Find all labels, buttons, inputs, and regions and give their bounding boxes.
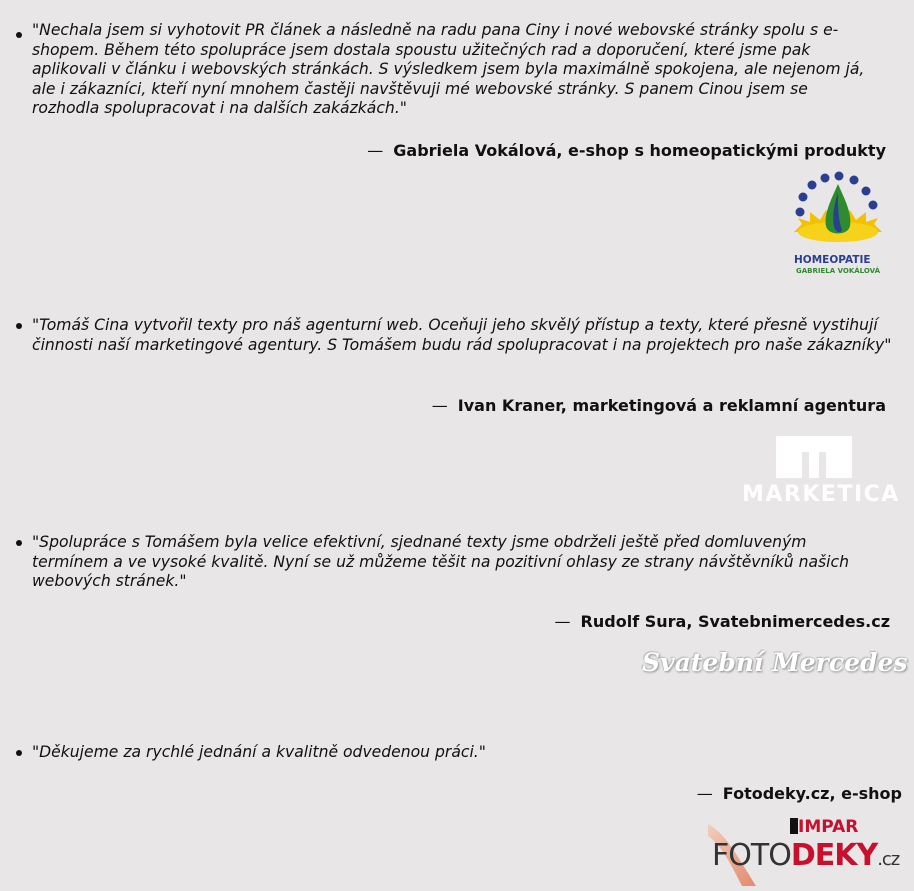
bullet-icon (16, 323, 22, 329)
fotodeky-deky: DEKY (790, 838, 878, 873)
bullet-icon (16, 540, 22, 546)
marketica-logo-text: MARKETICA (742, 482, 900, 507)
author-name: Ivan Kraner, marketingová a reklamní agentura (457, 396, 886, 415)
testimonial-author (555, 612, 890, 632)
testimonial-quote: "Tomáš Cina vytvořil texty pro náš agenturní web. Oceňuji jeho skvělý přístup a texty, které přesně vystihují činnosti naší marketingové agentury. S Tomášem budu rád spolupracovat i na projektech pro naše zákazníky" (32, 316, 892, 354)
author-dash: — (696, 784, 713, 803)
homeopatie-logo (788, 170, 888, 280)
author-name: Rudolf Sura, Svatebnimercedes.cz (580, 612, 890, 631)
author-dash: — (367, 141, 384, 160)
author-name: Gabriela Vokálová, e-shop s homeopatickými produkty (393, 141, 886, 160)
testimonial-author (367, 141, 886, 161)
svatebni-mercedes-logo-text: Svatební Mercedes (642, 648, 908, 677)
author-dash: — (554, 612, 571, 631)
testimonial-author (432, 396, 886, 416)
testimonial-quote: "Děkujeme za rychlé jednání a kvalitně odvedenou práci." (32, 743, 486, 761)
author-dash: — (431, 396, 448, 415)
svatebni-mercedes-logo (642, 646, 908, 686)
bullet-icon (16, 32, 22, 38)
testimonial-author (697, 784, 902, 804)
impar-logo-text: IMPAR (798, 817, 859, 837)
fotodeky-foto: FOTO (712, 838, 791, 873)
marketica-logo-icon (742, 432, 886, 482)
testimonial-quote: "Spolupráce s Tomášem byla velice efektivní, sjednané texty jsme obdrželi ještě před domluveným termínem a ve vysoké kvalitě. Nyní se už můžeme těšit na pozitivní ohlasy ze strany návštěvníků našich webových stránek." (32, 533, 849, 590)
homeopatie-logo-title: HOMEOPATIE (794, 254, 871, 266)
marketica-logo (742, 432, 900, 510)
fotodeky-logo-text (712, 838, 899, 873)
fotodeky-tld: .cz (877, 849, 900, 870)
fotodeky-logo (706, 814, 900, 890)
author-name: Fotodeky.cz, e-shop (722, 784, 902, 803)
homeopatie-logo-subtitle: GABRIELA VOKÁLOVÁ (796, 267, 881, 275)
bullet-icon (16, 750, 22, 756)
testimonial-quote: "Nechala jsem si vyhotovit PR článek a následně na radu pana Ciny i nové webovské stránky spolu s e-shopem. Během této spolupráce jsem dostala spoustu užitečných rad a doporučení, které jsme pak aplikovali v článku i webovských stránkách. S výsledkem jsem byla maximálně spokojena, ale nejenom já, ale i zákazníci, kteří nyní mnohem častěji navštěvuji mé webovské stránky. S panem Cinou jsem se rozhodla spolupracovat i na dalších zakázkách." (32, 21, 865, 117)
homeopatie-logo-icon (788, 170, 888, 254)
